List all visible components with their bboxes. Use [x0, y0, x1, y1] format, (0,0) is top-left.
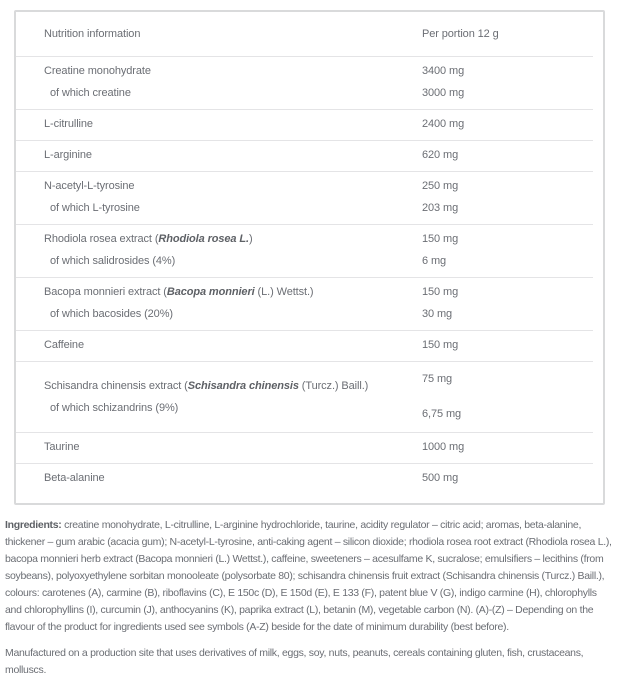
text-segment: Taurine: [44, 441, 80, 453]
text-segment: (L.) Wettst.): [254, 286, 314, 298]
text-segment: ): [248, 233, 253, 245]
table-header: [16, 12, 603, 56]
table-line: [16, 468, 603, 488]
table-line: [16, 145, 603, 165]
nutrient-amount: 250 mg: [422, 180, 459, 192]
table-line: [16, 176, 603, 196]
text-segment: of which creatine: [50, 87, 131, 99]
nutrient-amount: 2400 mg: [422, 118, 465, 130]
nutrient-amount: 3000 mg: [422, 87, 465, 99]
allergen-paragraph: [5, 645, 613, 679]
nutrient-label: [44, 437, 422, 457]
table-line: [16, 335, 603, 355]
nutrient-amount: 500 mg: [422, 472, 459, 484]
nutrient-amount: 620 mg: [422, 149, 459, 161]
nutrient-amount: 1000 mg: [422, 441, 465, 453]
nutrient-amount: 30 mg: [422, 308, 453, 320]
table-line: [16, 251, 603, 271]
table-header-title: Nutrition information: [44, 28, 141, 40]
text-segment: Creatine monohydrate: [44, 65, 151, 77]
text-segment: Caffeine: [44, 339, 84, 351]
nutrient-label: [44, 229, 422, 249]
table-row: [16, 56, 603, 109]
text-segment: Beta-alanine: [44, 472, 105, 484]
nutrient-label: [44, 335, 422, 355]
nutrient-amount: 150 mg: [422, 233, 459, 245]
table-row: [16, 432, 603, 463]
nutrient-sub-label: [44, 304, 422, 324]
nutrient-label: [44, 468, 422, 488]
table-row: [16, 140, 603, 171]
text-segment: L-citrulline: [44, 118, 93, 130]
bold-lead-in: Ingredients:: [5, 519, 62, 531]
text-segment: of which schizandrins (9%): [50, 401, 179, 414]
notes-section: [5, 517, 613, 679]
table-row: [16, 109, 603, 140]
table-line: [16, 83, 603, 103]
table-line: [16, 282, 603, 302]
text-segment: L-arginine: [44, 149, 92, 161]
nutrient-label: [44, 114, 422, 134]
table-row: [16, 224, 603, 277]
table-line: [16, 304, 603, 324]
table-line: [16, 198, 603, 218]
nutrient-label: [44, 176, 422, 196]
species-name: Schisandra chinensis: [187, 379, 299, 392]
text-segment: of which L-tyrosine: [50, 202, 140, 214]
nutrient-amount: 75 mg: [422, 373, 453, 385]
text-segment: Schisandra chinensis extract (: [44, 379, 188, 392]
nutrient-sub-label: [44, 198, 422, 218]
nutrient-label: [44, 282, 422, 302]
text-segment: of which salidrosides (4%): [50, 255, 176, 267]
text-segment: creatine monohydrate, L-citrulline, L-arginine hydrochloride, taurine, acidity regulator – citric acid; aromas, beta-alanine, thickener – gum arabic (acacia gum); N-acetyl-L-tyrosine, anti-caking agent – silicon dioxide; rhodiola rosea root extract (Rhodiola rosea L.), bacopa monnieri herb extract (Bacopa monnieri (L.) Wettst.), caffeine, sweeteners – acesulfame K, sucralose; emulsifiers – lecithins (from soybeans), polyoxyethylene sorbitan monooleate (polysorbate 80); schisandra chinensis fruit extract (Schisandra chinensis (Turcz.) Baill.), colours: carotenes (A), carmine (B), riboflavins (C), E 150c (D), E 150d (E), E 133 (F), patent blue V (G), indigo carmine (H), chlorophylls and chlorophyllins (I), curcumin (J), anthocyanins (K), paprika extract (L), betanin (M), vegetable carbon (N). (A)-(Z) – Depending on the flavour of the product for ingredients used see symbols (A-Z) beside for the date of minimum durability (best before).: [5, 519, 612, 633]
table-row: [16, 330, 603, 361]
table-line: [16, 229, 603, 249]
nutrient-sub-label: [44, 83, 422, 103]
table-line: [16, 437, 603, 457]
text-segment: (Turcz.) Baill.): [298, 379, 369, 392]
nutrient-label: [44, 145, 422, 165]
text-segment: of which bacosides (20%): [50, 308, 173, 320]
nutrient-amount: 6,75 mg: [422, 408, 462, 420]
row-labels: [44, 369, 422, 424]
nutrient-amount: 203 mg: [422, 202, 459, 214]
nutrient-amount: 3400 mg: [422, 65, 465, 77]
nutrient-amount: 150 mg: [422, 339, 459, 351]
table-row: [16, 171, 603, 224]
species-name: Rhodiola rosea L.: [158, 233, 249, 245]
ingredients-paragraph: [5, 517, 613, 636]
table-row: [16, 463, 603, 503]
supplement-facts-panel: [0, 10, 619, 686]
table-header-portion: Per portion 12 g: [422, 28, 499, 40]
table-body: [16, 56, 603, 503]
nutrient-amount: 150 mg: [422, 286, 459, 298]
text-segment: Manufactured on a production site that uses derivatives of milk, eggs, soy, nuts, peanuts, cereals containing gluten, fish, crustaceans, molluscs.: [5, 647, 584, 676]
text-segment: N-acetyl-L-tyrosine: [44, 180, 135, 192]
table-line: [16, 114, 603, 134]
text-segment: Bacopa monnieri extract (: [44, 286, 167, 298]
nutrient-label: [44, 61, 422, 81]
table-row: [16, 277, 603, 330]
text-segment: Rhodiola rosea extract (: [44, 233, 159, 245]
nutrient-amount: 6 mg: [422, 255, 447, 267]
species-name: Bacopa monnieri: [166, 286, 255, 298]
nutrition-table: [14, 10, 605, 505]
table-row: [16, 361, 603, 432]
nutrient-sub-label: [44, 398, 422, 418]
row-values: [422, 369, 603, 424]
nutrient-label: [44, 376, 422, 396]
nutrient-sub-label: [44, 251, 422, 271]
table-line: [16, 61, 603, 81]
